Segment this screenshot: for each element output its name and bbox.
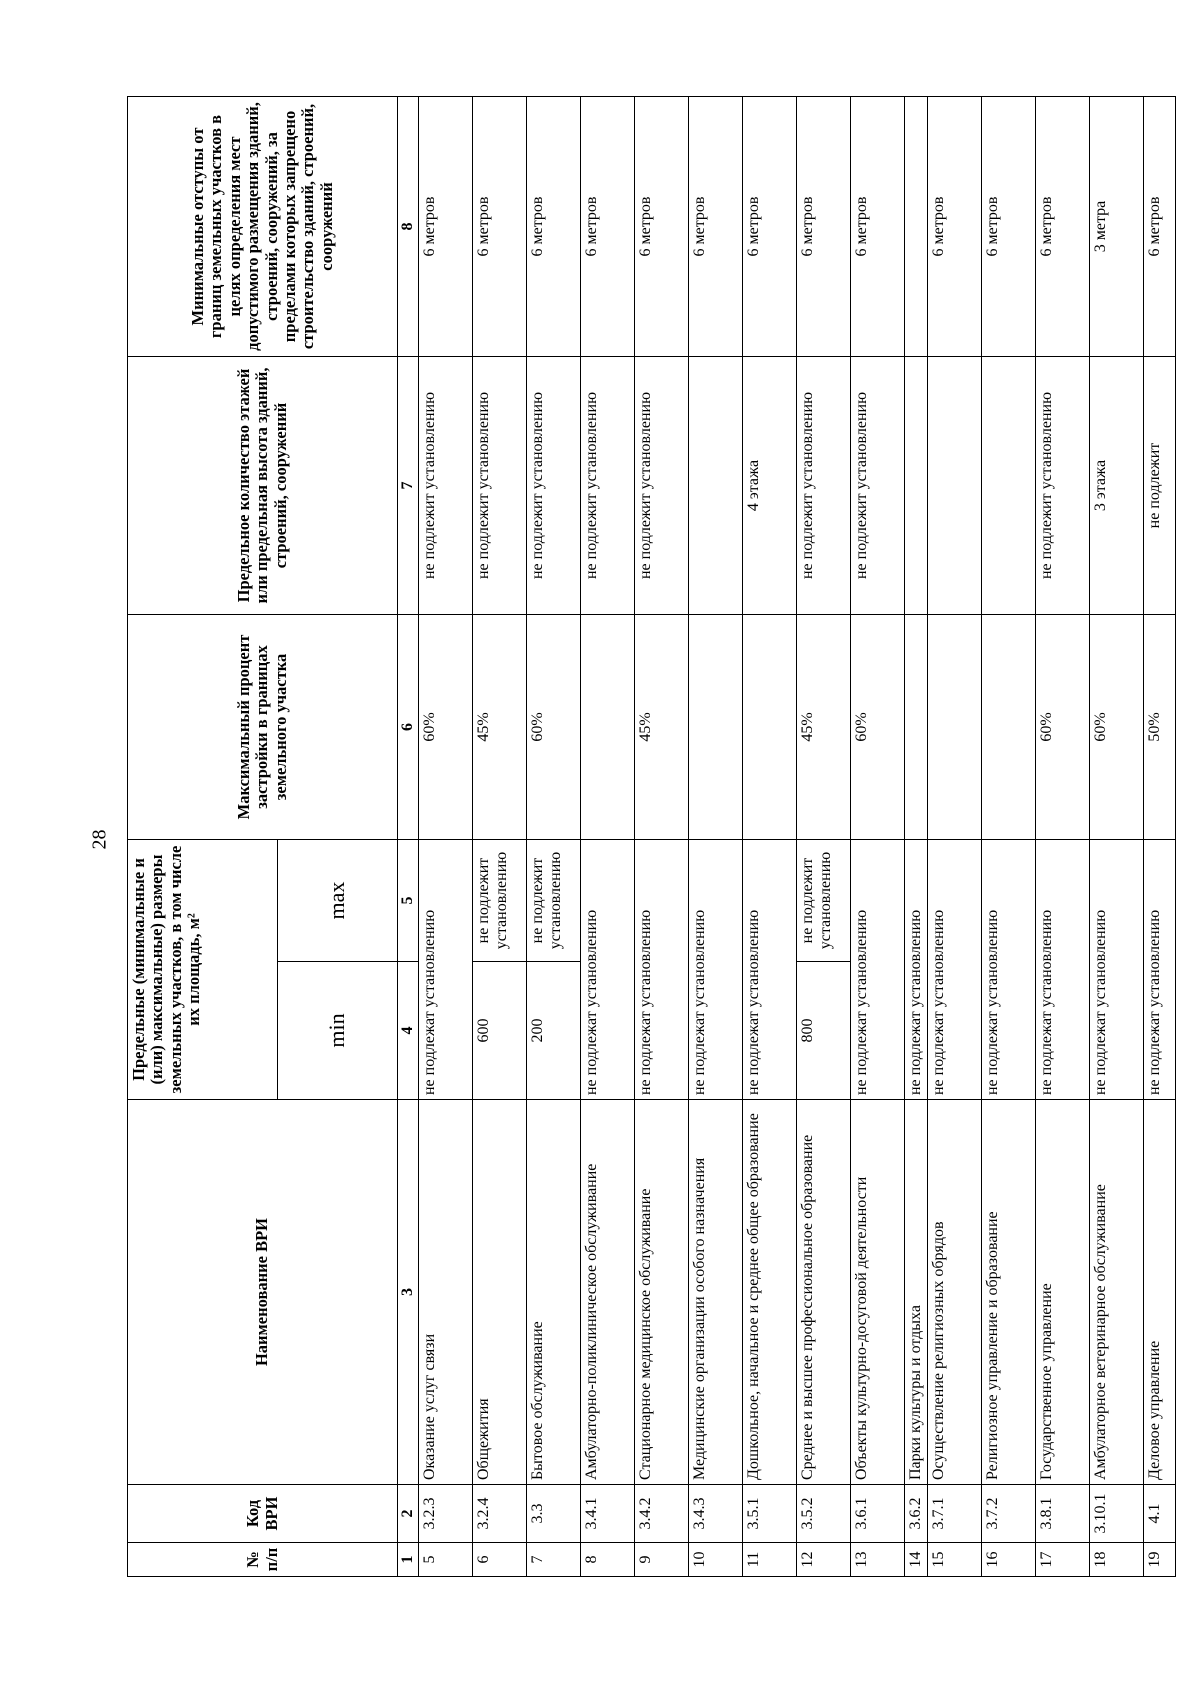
- column-number-cell: 4: [398, 962, 419, 1100]
- cell-size: не подлежат установлению: [981, 840, 1035, 1100]
- cell-setback: 6 метров: [796, 97, 850, 357]
- cell-floors: не подлежит установлению: [526, 357, 580, 615]
- cell-n: 12: [796, 1543, 850, 1577]
- cell-code: 3.10.1: [1089, 1485, 1143, 1543]
- cell-name: Парки культуры и отдыха: [904, 1100, 927, 1485]
- cell-pct: [580, 615, 634, 840]
- rotated-table-container: [127, 97, 1163, 1577]
- table-row: [634, 97, 688, 1577]
- cell-floors: не подлежит установлению: [850, 357, 904, 615]
- cell-pct: 45%: [634, 615, 688, 840]
- cell-name: Религиозное управление и образование: [981, 1100, 1035, 1485]
- cell-n: 5: [418, 1543, 472, 1577]
- column-number-cell: 1: [398, 1543, 419, 1577]
- cell-n: 18: [1089, 1543, 1143, 1577]
- cell-code: 3.3: [526, 1485, 580, 1543]
- cell-pct: 45%: [796, 615, 850, 840]
- cell-size: не подлежат установлению: [850, 840, 904, 1100]
- table-row: [472, 97, 526, 1577]
- cell-floors: 3 этажа: [1089, 357, 1143, 615]
- cell-floors: не подлежит установлению: [472, 357, 526, 615]
- cell-setback: 6 метров: [580, 97, 634, 357]
- header-floors: Предельное количество этажей или предельная высота зданий, строений, сооружений: [128, 357, 398, 615]
- cell-code: 3.8.1: [1035, 1485, 1089, 1543]
- header-code: Код ВРИ: [128, 1485, 398, 1543]
- header-number: № п/п: [128, 1543, 398, 1577]
- cell-n: 8: [580, 1543, 634, 1577]
- cell-n: 11: [742, 1543, 796, 1577]
- table-row: [904, 97, 927, 1577]
- table-row: [742, 97, 796, 1577]
- cell-code: 3.5.1: [742, 1485, 796, 1543]
- cell-n: 14: [904, 1543, 927, 1577]
- cell-pct: 60%: [1035, 615, 1089, 840]
- cell-size: не подлежат установлению: [688, 840, 742, 1100]
- table-row: [580, 97, 634, 1577]
- cell-setback: 3 метра: [1089, 97, 1143, 357]
- cell-n: 6: [472, 1543, 526, 1577]
- column-number-cell: 2: [398, 1485, 419, 1543]
- cell-code: 3.2.3: [418, 1485, 472, 1543]
- cell-min: 800: [796, 962, 850, 1100]
- header-name: Наименование ВРИ: [128, 1100, 398, 1485]
- cell-code: 3.4.1: [580, 1485, 634, 1543]
- cell-n: 9: [634, 1543, 688, 1577]
- table-row: [796, 97, 850, 1577]
- cell-floors: не подлежит установлению: [634, 357, 688, 615]
- cell-setback: 6 метров: [850, 97, 904, 357]
- cell-setback: [904, 97, 927, 357]
- cell-name: Амбулаторно-поликлиническое обслуживание: [580, 1100, 634, 1485]
- cell-size: не подлежат установлению: [904, 840, 927, 1100]
- cell-size: не подлежат установлению: [580, 840, 634, 1100]
- cell-pct: [904, 615, 927, 840]
- cell-setback: 6 метров: [526, 97, 580, 357]
- header-max: max: [278, 840, 398, 962]
- cell-floors: не подлежит установлению: [580, 357, 634, 615]
- cell-setback: 6 метров: [688, 97, 742, 357]
- cell-size: не подлежат установлению: [742, 840, 796, 1100]
- cell-name: Деловое управление: [1143, 1100, 1175, 1485]
- cell-floors: не подлежит установлению: [1035, 357, 1089, 615]
- cell-n: 16: [981, 1543, 1035, 1577]
- cell-n: 13: [850, 1543, 904, 1577]
- cell-code: 3.4.2: [634, 1485, 688, 1543]
- table-row: [927, 97, 981, 1577]
- cell-max: не подлежит установлению: [472, 840, 526, 962]
- table-body: [418, 97, 1175, 1577]
- cell-floors: [927, 357, 981, 615]
- cell-floors: [688, 357, 742, 615]
- cell-pct: 60%: [1089, 615, 1143, 840]
- table-row: [850, 97, 904, 1577]
- cell-size: не подлежат установлению: [418, 840, 472, 1100]
- cell-name: Общежития: [472, 1100, 526, 1485]
- cell-pct: 45%: [472, 615, 526, 840]
- table-row: [526, 97, 580, 1577]
- column-number-cell: 3: [398, 1100, 419, 1485]
- cell-floors: не подлежит: [1143, 357, 1175, 615]
- column-number-row: [398, 97, 419, 1577]
- cell-n: 10: [688, 1543, 742, 1577]
- cell-code: 3.6.2: [904, 1485, 927, 1543]
- page-number: 28: [88, 829, 111, 850]
- cell-name: Объекты культурно-досуговой деятельности: [850, 1100, 904, 1485]
- cell-size: не подлежат установлению: [634, 840, 688, 1100]
- cell-setback: 6 метров: [981, 97, 1035, 357]
- cell-size: не подлежат установлению: [1143, 840, 1175, 1100]
- cell-name: Оказание услуг связи: [418, 1100, 472, 1485]
- table-row: [688, 97, 742, 1577]
- cell-code: 3.7.1: [927, 1485, 981, 1543]
- cell-size: не подлежат установлению: [1089, 840, 1143, 1100]
- cell-name: Бытовое обслуживание: [526, 1100, 580, 1485]
- cell-code: 3.2.4: [472, 1485, 526, 1543]
- cell-n: 15: [927, 1543, 981, 1577]
- header-land-size: Предельные (минимальные и (или) максимальные) размеры земельных участков, в том числе их площадь, м²: [128, 840, 278, 1100]
- cell-pct: [742, 615, 796, 840]
- cell-setback: 6 метров: [472, 97, 526, 357]
- cell-setback: 6 метров: [1143, 97, 1175, 357]
- cell-setback: 6 метров: [927, 97, 981, 357]
- cell-min: 600: [472, 962, 526, 1100]
- cell-size: не подлежат установлению: [1035, 840, 1089, 1100]
- cell-name: Медицинские организации особого назначения: [688, 1100, 742, 1485]
- table-row: [981, 97, 1035, 1577]
- cell-floors: [904, 357, 927, 615]
- cell-pct: [688, 615, 742, 840]
- cell-n: 19: [1143, 1543, 1175, 1577]
- header-build-percent: Максимальный процент застройки в границах земельного участка: [128, 615, 398, 840]
- cell-code: 4.1: [1143, 1485, 1175, 1543]
- column-number-cell: 8: [398, 97, 419, 357]
- cell-setback: 6 метров: [1035, 97, 1089, 357]
- cell-floors: не подлежит установлению: [418, 357, 472, 615]
- cell-code: 3.4.3: [688, 1485, 742, 1543]
- header-min: min: [278, 962, 398, 1100]
- column-number-cell: 6: [398, 615, 419, 840]
- cell-floors: не подлежит установлению: [796, 357, 850, 615]
- table-row: [418, 97, 472, 1577]
- cell-floors: [981, 357, 1035, 615]
- cell-floors: 4 этажа: [742, 357, 796, 615]
- cell-name: Государственное управление: [1035, 1100, 1089, 1485]
- cell-setback: 6 метров: [634, 97, 688, 357]
- cell-code: 3.6.1: [850, 1485, 904, 1543]
- cell-max: не подлежит установлению: [526, 840, 580, 962]
- table-row: [1035, 97, 1089, 1577]
- table-row: [1089, 97, 1143, 1577]
- column-number-cell: 7: [398, 357, 419, 615]
- header-setback: Минимальные отступы от границ земельных участков в целях определения мест допустимого размещения зданий, строений, сооружений, за пределами которых запрещено строительство зданий, строений, сооружений: [128, 97, 398, 357]
- cell-code: 3.7.2: [981, 1485, 1035, 1543]
- table-row: [1143, 97, 1175, 1577]
- cell-name: Дошкольное, начальное и среднее общее образование: [742, 1100, 796, 1485]
- cell-size: не подлежат установлению: [927, 840, 981, 1100]
- cell-name: Осуществление религиозных обрядов: [927, 1100, 981, 1485]
- cell-max: не подлежит установлению: [796, 840, 850, 962]
- cell-pct: 50%: [1143, 615, 1175, 840]
- cell-pct: 60%: [850, 615, 904, 840]
- cell-n: 7: [526, 1543, 580, 1577]
- cell-setback: 6 метров: [418, 97, 472, 357]
- cell-name: Амбулаторное ветеринарное обслуживание: [1089, 1100, 1143, 1485]
- cell-name: Среднее и высшее профессиональное образование: [796, 1100, 850, 1485]
- cell-name: Стационарное медицинское обслуживание: [634, 1100, 688, 1485]
- cell-min: 200: [526, 962, 580, 1100]
- column-number-cell: 5: [398, 840, 419, 962]
- cell-pct: [927, 615, 981, 840]
- cell-code: 3.5.2: [796, 1485, 850, 1543]
- cell-pct: 60%: [526, 615, 580, 840]
- cell-pct: [981, 615, 1035, 840]
- cell-pct: 60%: [418, 615, 472, 840]
- zoning-parameters-table: [127, 96, 1176, 1577]
- cell-setback: 6 метров: [742, 97, 796, 357]
- cell-n: 17: [1035, 1543, 1089, 1577]
